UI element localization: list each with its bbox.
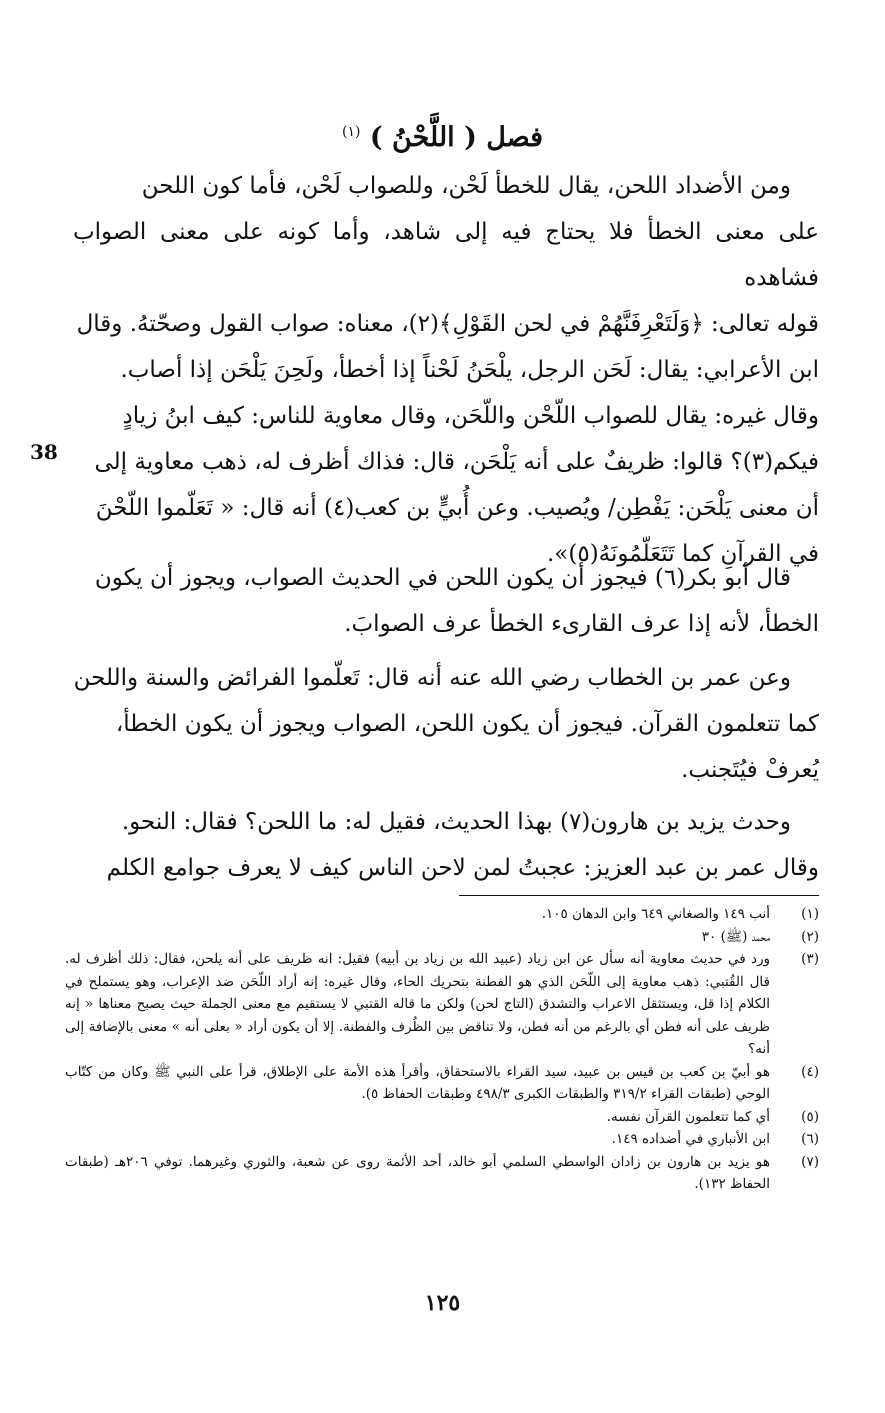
text-line: فيكم(٣)؟ قالوا: ظريفٌ على أنه يَلْحَن، قال: فذاك أظرف له، ذهب معاوية إلى <box>94 449 819 475</box>
footnote-number: (٢) <box>801 928 819 945</box>
footnote <box>65 1061 825 1106</box>
footnote-number: (٣) <box>801 951 819 967</box>
footnote <box>65 1106 825 1129</box>
text-line: وقال عمر بن عبد العزيز: عجبتُ لمن لاحن الناس كيف لا يعرف جوامع الكلم <box>106 855 819 881</box>
section-title <box>0 112 885 158</box>
footnote <box>65 926 825 949</box>
text-line: في القرآنِ كما تَتَعَلّمُونَهُ(٥)». <box>546 541 819 567</box>
title-footnote-ref: (١) <box>341 124 361 140</box>
footnote-number: (٥) <box>801 1108 819 1125</box>
footnote-text: أي كما تتعلمون القرآن نفسه. <box>606 1108 770 1125</box>
paragraph-1 <box>73 163 819 577</box>
paragraph-3 <box>73 655 819 793</box>
text-line: وعن عمر بن الخطاب رضي الله عنه أنه قال: تَعلّموا الفرائض والسنة واللحن <box>73 665 791 691</box>
page-number: ١٢٥ <box>424 1290 461 1316</box>
footnote-text: هو يزيد بن هارون بن زادان الواسطي السلمي أبو خالد، أحد الأئمة روى عن شعبة، والثوري وغيرهما. توفي ٢٠٦هـ (طبقات الحفاظ ١٣٢). <box>65 1153 770 1192</box>
section-title-text: فصل ( اللَّحْنُ ) <box>369 122 544 153</box>
text-line: وحدث يزيد بن هارون(٧) بهذا الحديث، فقيل له: ما اللحن؟ فقال: النحو. <box>121 809 791 835</box>
margin-page-marker: 38 <box>30 440 58 464</box>
text-line: يُعرفْ فيُتَجنب. <box>681 757 819 783</box>
text-line: قال أبو بكر(٦) فيجوز أن يكون اللحن في الحديث الصواب، ويجوز أن يكون <box>94 565 791 591</box>
footnote-separator <box>459 895 819 896</box>
text-line: قوله تعالى: ﴿وَلَتَعْرِفَنَّهُمْ في لحن القَوْلِ﴾(٢)، معناه: صواب القول وصحّتهُ. وقال <box>76 311 819 337</box>
footnote-text: ابن الأنباري في أضداده ١٤٩. <box>611 1131 770 1147</box>
text-line: الخطأ، لأنه إذا عرف القارىء الخطأ عرف الصوابَ. <box>344 611 819 637</box>
footnote <box>65 948 825 1061</box>
footnote <box>65 903 825 926</box>
text-line: ابن الأعرابي: يقال: لَحَن الرجل، يلْحَنُ لَحْناً إذا أخطأ، ولَحِنَ يَلْحَن إذا أصاب. <box>120 357 819 383</box>
footnotes <box>65 903 825 1196</box>
footnote-text: هو أبيّ بن كعب بن قيس بن عبيد، سيد القراء بالاستحقاق، وأقرأ هذه الأمة على الإطلاق، قرأ على النبي ﷺ وكان من كتّاب الوحي (طبقات القراء ٣١٩/٢ والطبقات الكبرى ٤٩٨/٣ وطبقات الحفاظ ٥). <box>65 1063 770 1102</box>
text-line: على معنى الخطأ فلا يحتاج فيه إلى شاهد، وأما كونه على معنى الصواب فشاهده <box>73 219 819 291</box>
text-line: وقال غيره: يقال للصواب اللّحْن واللّحَن، وقال معاوية للناس: كيف ابنُ زيادٍ <box>122 403 819 429</box>
footnote-text: أنب ١٤٩ والصغاني ٦٤٩ وابن الدهان ١٠٥. <box>541 906 770 922</box>
footnote <box>65 1128 825 1151</box>
text-line: كما تتعلمون القرآن. فيجوز أن يكون اللحن، الصواب ويجوز أن يكون الخطأ، <box>115 711 819 737</box>
footnote-text: محمد (ﷺ) ٣٠ <box>701 928 770 945</box>
footnote <box>65 1151 825 1196</box>
paragraph-2 <box>73 555 819 647</box>
footnote-text: ورد في حديث معاوية أنه سأل عن ابن زياد (عبيد الله بن زياد بن أبيه) فقيل: انه ظريف على أنه يلحن، فقال: ذلك أظرف له. قال القُتبي: ذهب معاوية إلى اللّحَن الذي هو الفطنة بتحريك الحاء، وقال غيره: إنه أراد اللّحَن ضد الإعراب، وهو يستملح في الكلام إذا قل، ويستثقل الاعراب والتشدق (التاج لحن) ولكن ما قاله القتبي لا يستقيم مع معنى الجملة حيث يصبح معناها « إنه ظريف على أنه فطن أي بالرغم من أنه فطن، ولا تناقض بين الظُرف والفطنة. إلا أن يكون أراد « بعلى أنه » معنى بالإضافة إلى أنه؟ <box>65 951 770 1057</box>
text-line: أن معنى يَلْحَن: يَفْطِن/ ويُصيب. وعن أُبيٍّ بن كعب(٤) أنه قال: « تَعَلّموا اللّحْنَ <box>95 495 819 521</box>
footnote-number: (١) <box>801 906 819 922</box>
text-line: ومن الأضداد اللحن، يقال للخطأ لَحْن، وللصواب لَحْن، فأما كون اللحن <box>141 173 791 199</box>
footnote-number: (٦) <box>801 1131 819 1147</box>
paragraph-4 <box>73 799 819 891</box>
footnote-number: (٤) <box>801 1063 819 1080</box>
footnote-number: (٧) <box>801 1153 819 1170</box>
